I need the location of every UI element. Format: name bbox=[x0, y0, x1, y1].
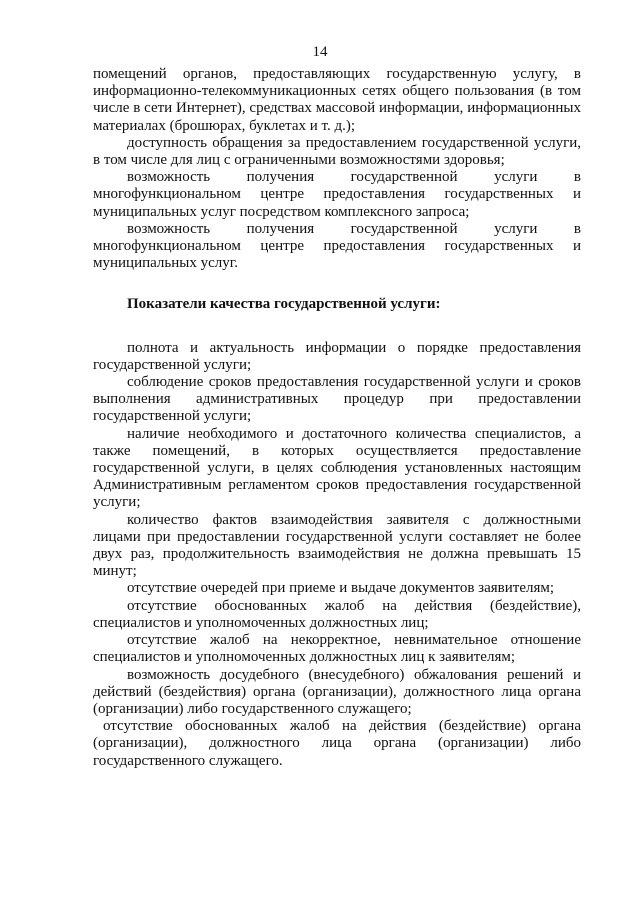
paragraph: отсутствие обоснованных жалоб на действия (бездействие), специалистов и уполномоченных должностных лиц; bbox=[93, 597, 581, 631]
paragraph: отсутствие очередей при приеме и выдаче документов заявителям; bbox=[127, 580, 555, 597]
paragraph: возможность получения государственной услуги в многофункциональном центре предоставления государственных и муниципальных услуг посредством комплексного запроса; bbox=[93, 169, 581, 220]
paragraph: отсутствие жалоб на некорректное, невнимательное отношение специалистов и уполномоченных должностных лиц к заявителям; bbox=[93, 632, 581, 666]
paragraph: доступность обращения за предоставлением государственной услуги, в том числе для лиц с ограниченными возможностями здоровья; bbox=[93, 134, 581, 169]
paragraph: помещений органов, предоставляющих государственную услугу, в информационно-телекоммуникационных сетях общего пользования (в том числе в сети Интернет), средствах массовой информации, информационных материалах (брошюрах, буклетах и т. д.); bbox=[93, 66, 581, 134]
section-heading: Показатели качества государственной услуги: bbox=[127, 296, 441, 313]
document-body bbox=[93, 66, 581, 770]
paragraph: отсутствие обоснованных жалоб на действия (бездействие) органа (организации), должностного лица органа (организации) либо государственного служащего. bbox=[93, 718, 581, 769]
page-number: 14 bbox=[312, 44, 328, 60]
paragraph: наличие необходимого и достаточного количества специалистов, а также помещений, в которых осуществляется предоставление государственной услуги, в целях соблюдения установленных настоящим Административным регламентом сроков предоставления государственной услуги; bbox=[93, 425, 581, 511]
paragraph: полнота и актуальность информации о порядке предоставления государственной услуги; bbox=[93, 339, 581, 373]
paragraph: возможность досудебного (внесудебного) обжалования решений и действий (бездействия) органа (организации), должностного лица органа (организации) либо государственного служащего; bbox=[93, 666, 581, 717]
paragraph: возможность получения государственной услуги в многофункциональном центре предоставления государственных и муниципальных услуг. bbox=[93, 220, 581, 272]
paragraph: соблюдение сроков предоставления государственной услуги и сроков выполнения административных процедур при предоставлении государственной услуги; bbox=[93, 374, 581, 425]
paragraph: количество фактов взаимодействия заявителя с должностными лицами при предоставлении государственной услуги составляет не более двух раз, продолжительность взаимодействия не должна превышать 15 минут; bbox=[93, 511, 581, 580]
